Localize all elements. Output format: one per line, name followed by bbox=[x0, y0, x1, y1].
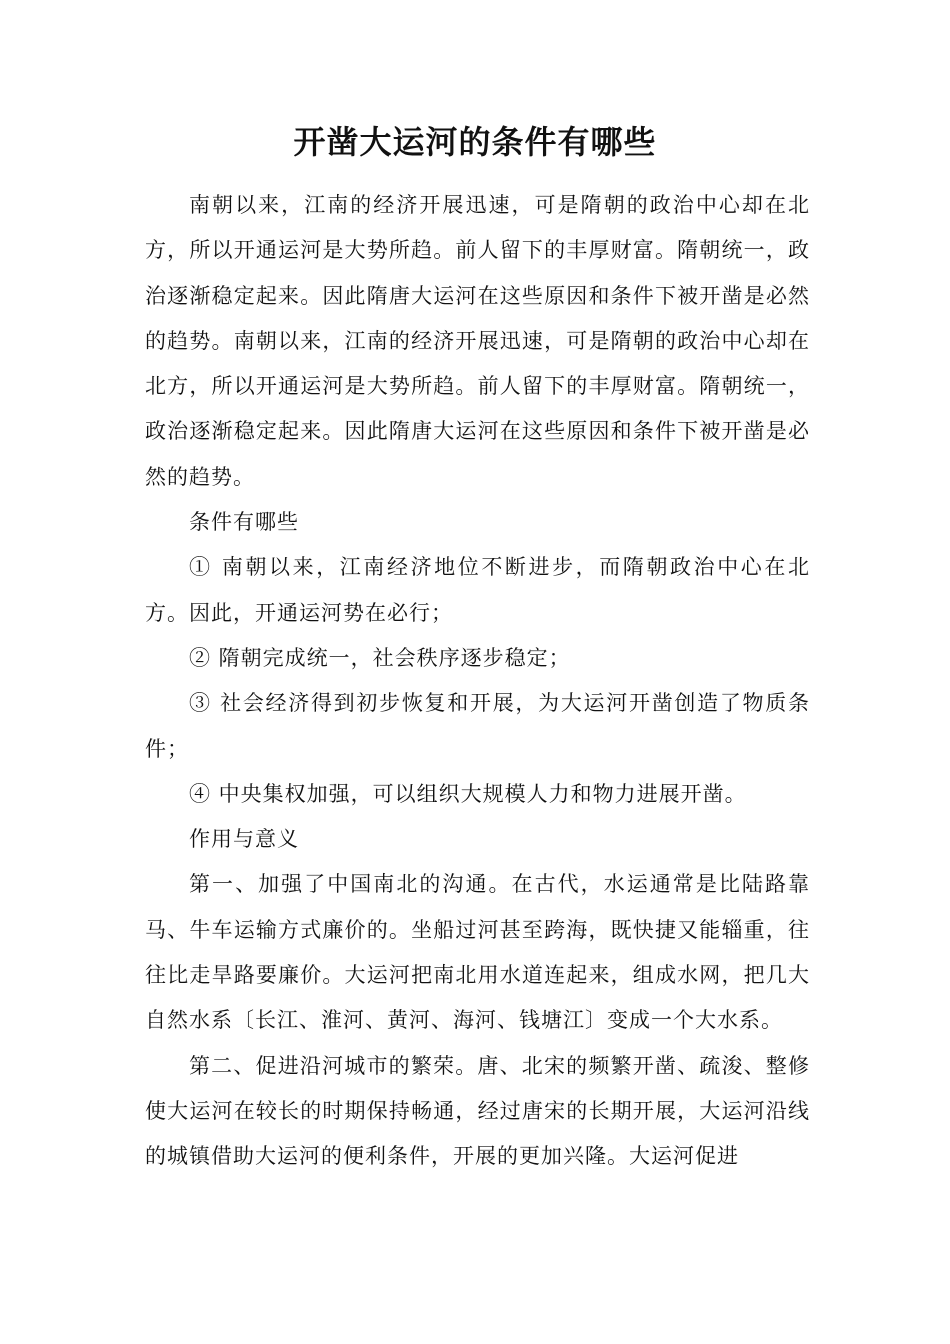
condition-item-1: ① 南朝以来，江南经济地位不断进步，而隋朝政治中心在北方。因此，开通运河势在必行； bbox=[145, 555, 810, 625]
condition-item-2: ② 隋朝完成统一，社会秩序逐步稳定； bbox=[189, 645, 571, 670]
condition-item-4: ④ 中央集权加强，可以组织大规模人力和物力进展开凿。 bbox=[189, 781, 747, 806]
condition-item-3: ③ 社会经济得到初步恢复和开展，为大运河开凿创造了物质条件； bbox=[145, 691, 810, 761]
section-heading-conditions: 条件有哪些 bbox=[189, 510, 299, 535]
document-body bbox=[145, 183, 810, 1180]
paragraph-significance-2: 第二、促进沿河城市的繁荣。唐、北宋的频繁开凿、疏浚、整修使大运河在较长的时期保持畅通，经过唐宋的长期开展，大运河沿线的城镇借助大运河的便利条件，开展的更加兴隆。大运河促进 bbox=[145, 1053, 810, 1169]
paragraph-significance-1: 第一、加强了中国南北的沟通。在古代，水运通常是比陆路靠马、牛车运输方式廉价的。坐船过河甚至跨海，既快捷又能辎重，往往比走旱路要廉价。大运河把南北用水道连起来，组成水网，把几大自然水系〔长江、淮河、黄河、海河、钱塘江〕变成一个大水系。 bbox=[145, 872, 810, 1033]
section-heading-significance: 作用与意义 bbox=[189, 827, 299, 852]
page-title: 开凿大运河的条件有哪些 bbox=[293, 123, 657, 161]
paragraph-background: 南朝以来，江南的经济开展迅速，可是隋朝的政治中心却在北方，所以开通运河是大势所趋。前人留下的丰厚财富。隋朝统一，政治逐渐稳定起来。因此隋唐大运河在这些原因和条件下被开凿是必然的趋势。南朝以来，江南的经济开展迅速，可是隋朝的政治中心却在北方，所以开通运河是大势所趋。前人留下的丰厚财富。隋朝统一，政治逐渐稳定起来。因此隋唐大运河在这些原因和条件下被开凿是必然的趋势。 bbox=[145, 193, 810, 489]
